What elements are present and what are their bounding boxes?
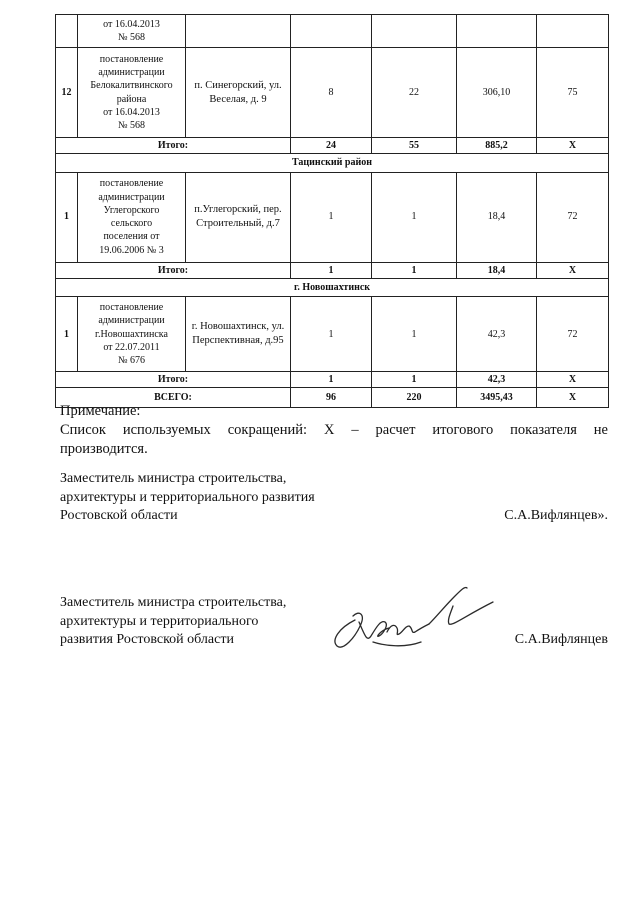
- grand-total-value: Х: [537, 388, 609, 408]
- document-cell: постановление администрации Белокалитвинского района от 16.04.2013 № 568: [78, 48, 186, 138]
- value-cell: 72: [537, 297, 609, 372]
- value-cell: [537, 15, 609, 48]
- value-cell: [372, 15, 457, 48]
- total-row: [56, 262, 609, 278]
- value-cell: 1: [372, 297, 457, 372]
- section-row: [56, 154, 609, 172]
- signer-name: С.А.Вифлянцев: [514, 632, 608, 648]
- row-number: [56, 15, 78, 48]
- total-value: 1: [372, 262, 457, 278]
- signer-name: С.А.Вифлянцев».: [504, 508, 608, 524]
- value-cell: 18,4: [457, 172, 537, 262]
- total-label: Итого:: [56, 138, 291, 154]
- note-text: Список используемых сокращений: Х – расчет итогового показателя не производится.: [60, 421, 608, 457]
- value-cell: [457, 15, 537, 48]
- value-cell: 22: [372, 48, 457, 138]
- total-value: 18,4: [457, 262, 537, 278]
- value-cell: 72: [537, 172, 609, 262]
- table-row: [56, 297, 609, 372]
- table-row: [56, 48, 609, 138]
- total-value: 1: [372, 372, 457, 388]
- section-heading: г. Новошахтинск: [56, 278, 609, 296]
- address-cell: [186, 15, 291, 48]
- total-row: [56, 138, 609, 154]
- value-cell: [291, 15, 372, 48]
- total-value: 55: [372, 138, 457, 154]
- value-cell: 1: [291, 172, 372, 262]
- value-cell: 42,3: [457, 297, 537, 372]
- housing-table: [55, 14, 609, 408]
- total-value: Х: [537, 262, 609, 278]
- signer-position: Заместитель министра строительства, архитектуры и территориального развития Ростовской области: [60, 471, 315, 524]
- table-row: [56, 172, 609, 262]
- signer-position: Заместитель министра строительства, архитектуры и территориального развития Ростовской области: [60, 595, 287, 648]
- total-row: [56, 372, 609, 388]
- note-title: Примечание:: [60, 403, 141, 419]
- document-cell: постановление администрации Углегорского сельского поселения от 19.06.2006 № 3: [78, 172, 186, 262]
- section-heading: Тацинский район: [56, 154, 609, 172]
- total-label: Итого:: [56, 262, 291, 278]
- total-value: 1: [291, 372, 372, 388]
- grand-total-value: 220: [372, 388, 457, 408]
- address-cell: п. Синегорский, ул. Веселая, д. 9: [186, 48, 291, 138]
- section-row: [56, 278, 609, 296]
- row-number: 12: [56, 48, 78, 138]
- total-value: 24: [291, 138, 372, 154]
- value-cell: 8: [291, 48, 372, 138]
- total-value: Х: [537, 372, 609, 388]
- value-cell: 1: [291, 297, 372, 372]
- value-cell: 1: [372, 172, 457, 262]
- total-value: 885,2: [457, 138, 537, 154]
- table-row: [56, 15, 609, 48]
- grand-total-value: 96: [291, 388, 372, 408]
- address-cell: п.Углегорский, пер. Строительный, д.7: [186, 172, 291, 262]
- total-value: 42,3: [457, 372, 537, 388]
- signer-block: [60, 470, 608, 526]
- document-cell: постановление администрации г.Новошахтинска от 22.07.2011 № 676: [78, 297, 186, 372]
- document-cell: от 16.04.2013 № 568: [78, 15, 186, 48]
- grand-total-label: ВСЕГО:: [56, 388, 291, 408]
- total-value: Х: [537, 138, 609, 154]
- handwritten-signature: [325, 576, 495, 656]
- row-number: 1: [56, 172, 78, 262]
- grand-total-value: 3495,43: [457, 388, 537, 408]
- total-label: Итого:: [56, 372, 291, 388]
- total-value: 1: [291, 262, 372, 278]
- row-number: 1: [56, 297, 78, 372]
- value-cell: 306,10: [457, 48, 537, 138]
- value-cell: 75: [537, 48, 609, 138]
- notes-block: [60, 402, 608, 459]
- address-cell: г. Новошахтинск, ул. Перспективная, д.95: [186, 297, 291, 372]
